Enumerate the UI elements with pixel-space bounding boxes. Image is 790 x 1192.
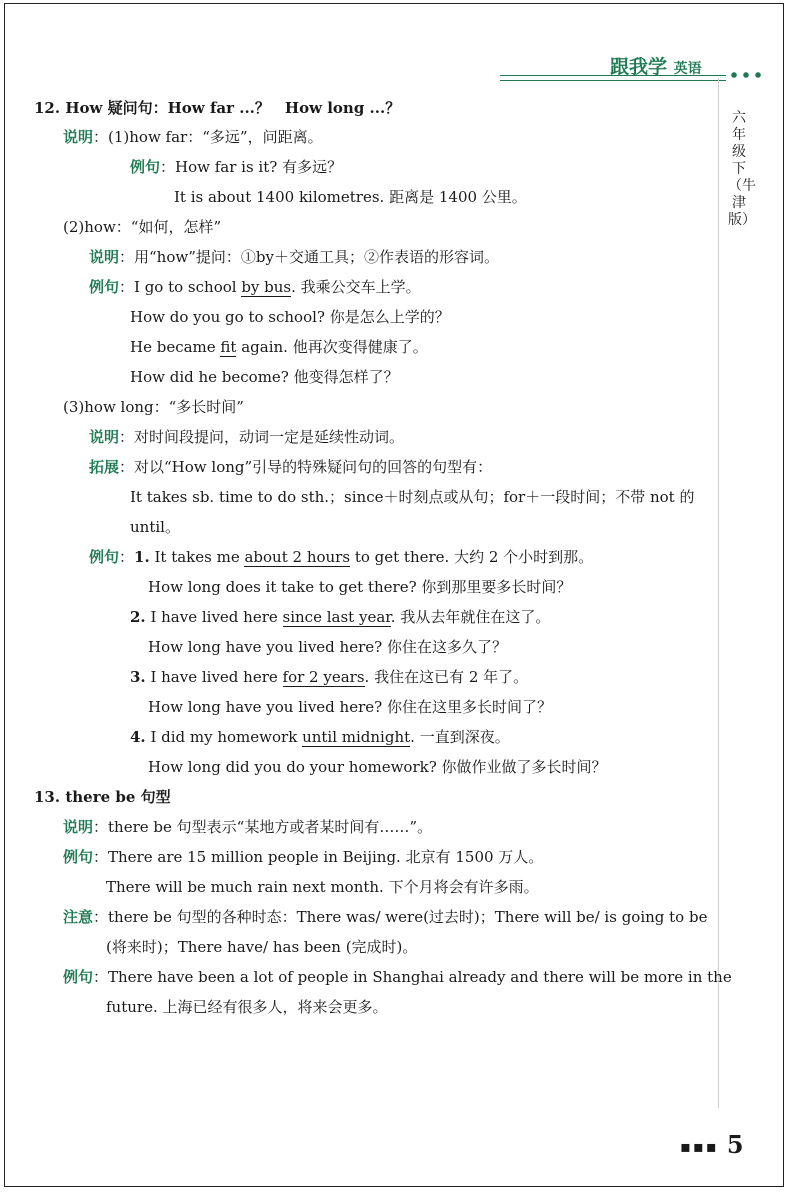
brand-title — [610, 52, 702, 79]
s13-example-1 — [63, 846, 543, 868]
example-text: . 我从去年就住在这了。 — [390, 608, 551, 626]
underlined-phrase: fit — [220, 338, 237, 356]
note-text: ：there be 句型表示“某地方或者某时间有……”。 — [93, 818, 432, 836]
s12-example-1 — [130, 156, 342, 178]
s12-part-3-example-2-question: How long have you lived here? 你住在这多久了？ — [148, 638, 507, 656]
warning-text: ：there be 句型的各种时态：There was/ were(过去时)；There will be/ is going to be — [93, 908, 708, 926]
s12-part-3-example-2 — [130, 606, 550, 628]
note-label: 说明 — [89, 248, 120, 266]
s12-part-2-example-3 — [130, 336, 428, 358]
s12-part-3-extension — [89, 456, 492, 478]
side-divider — [718, 78, 719, 1108]
example-text: I did my homework — [145, 728, 303, 746]
underlined-phrase: by bus — [241, 278, 292, 296]
s12-part-3-extension-3: until。 — [130, 518, 180, 536]
s12-note-1 — [63, 126, 323, 148]
example-text: ：How far is it? 有多远？ — [160, 158, 343, 176]
brand-main: 跟我学 — [610, 56, 668, 78]
s12-part-3: (3)how long：“多长时间” — [63, 398, 244, 416]
example-text: ：There have been a lot of people in Shanghai already and there will be more in the — [93, 968, 732, 986]
example-label: 例句 — [63, 848, 94, 866]
s12-example-1-answer: It is about 1400 kilometres. 距离是 1400 公里。 — [174, 188, 527, 206]
example-label: 例句 — [130, 158, 161, 176]
example-text: again. 他再次变得健康了。 — [236, 338, 428, 356]
s12-part-3-example-4-question: How long did you do your homework? 你做作业做了多长时间？ — [148, 758, 607, 776]
brand-sub: 英语 — [673, 61, 702, 77]
s12-part-3-example-1-question: How long does it take to get there? 你到那里要多长时间？ — [148, 578, 572, 596]
example-number: 1. — [134, 548, 150, 566]
s12-part-3-example-1 — [89, 546, 593, 568]
example-number: 4. — [130, 728, 146, 746]
example-text: He became — [130, 338, 221, 356]
s13-example-2: There will be much rain next month. 下个月将会有许多雨。 — [106, 878, 539, 896]
header-rule-secondary — [500, 80, 726, 81]
note-text: ：对时间段提问，动词一定是延续性动词。 — [119, 428, 405, 446]
note-text: ：(1)how far：“多远”，问距离。 — [93, 128, 323, 146]
example-text: ：There are 15 million people in Beijing. 北京有 1500 万人。 — [93, 848, 544, 866]
note-label: 说明 — [63, 818, 94, 836]
underlined-phrase: until midnight — [302, 728, 411, 746]
s13-note — [63, 816, 432, 838]
s12-part-2-example-4: How did he become? 他变得怎样了？ — [130, 368, 399, 386]
underlined-phrase: for 2 years — [282, 668, 365, 686]
s12-part-3-example-3-question: How long have you lived here? 你住在这里多长时间了？ — [148, 698, 552, 716]
underlined-phrase: since last year — [282, 608, 391, 626]
page-dots: ▪▪▪ — [680, 1137, 719, 1156]
section-12-heading: 12. How 疑问句：How far ...？ How long ...？ — [34, 99, 401, 117]
colon: ： — [119, 548, 135, 566]
example-text: ：I go to school — [119, 278, 242, 296]
example-number: 3. — [130, 668, 146, 686]
example-text: . 我住在这已有 2 年了。 — [364, 668, 529, 686]
brand-dots — [728, 72, 764, 78]
page-number-value: 5 — [726, 1130, 744, 1159]
example-number: 2. — [130, 608, 146, 626]
page-number — [680, 1130, 744, 1159]
extension-label: 拓展 — [89, 458, 120, 476]
example-text: . 我乘公交车上学。 — [291, 278, 421, 296]
s12-part-2-note — [89, 246, 499, 268]
section-13-heading: 13. there be 句型 — [34, 788, 171, 806]
s13-example-4: future. 上海已经有很多人，将来会更多。 — [106, 998, 388, 1016]
s12-part-2: (2)how：“如何，怎样” — [63, 218, 222, 236]
s13-warning-1 — [63, 906, 707, 928]
s12-part-2-example-1 — [89, 276, 421, 298]
example-text: It takes me — [149, 548, 245, 566]
example-label: 例句 — [89, 548, 120, 566]
s12-part-3-note — [89, 426, 404, 448]
s12-part-3-example-4 — [130, 726, 510, 748]
grade-label: 六年级下（牛津版） — [728, 110, 756, 228]
example-text: I have lived here — [145, 608, 283, 626]
s12-part-3-example-3 — [130, 666, 528, 688]
s12-part-2-example-2: How do you go to school? 你是怎么上学的？ — [130, 308, 450, 326]
note-label: 说明 — [63, 128, 94, 146]
example-text: to get there. 大约 2 个小时到那。 — [350, 548, 594, 566]
s13-example-3 — [63, 966, 732, 988]
extension-text: ：对以“How long”引导的特殊疑问句的回答的句型有： — [119, 458, 493, 476]
note-text: ：用“how”提问：①by＋交通工具；②作表语的形容词。 — [119, 248, 499, 266]
s12-part-3-extension-2: It takes sb. time to do sth.；since＋时刻点或从句；for＋一段时间；不带 not 的 — [130, 488, 695, 506]
example-text: I have lived here — [145, 668, 283, 686]
example-text: . 一直到深夜。 — [410, 728, 510, 746]
example-label: 例句 — [89, 278, 120, 296]
s13-warning-2: (将来时)；There have/ has been (完成时)。 — [106, 938, 418, 956]
example-label: 例句 — [63, 968, 94, 986]
note-label: 说明 — [89, 428, 120, 446]
warning-label: 注意 — [63, 908, 94, 926]
underlined-phrase: about 2 hours — [244, 548, 351, 566]
